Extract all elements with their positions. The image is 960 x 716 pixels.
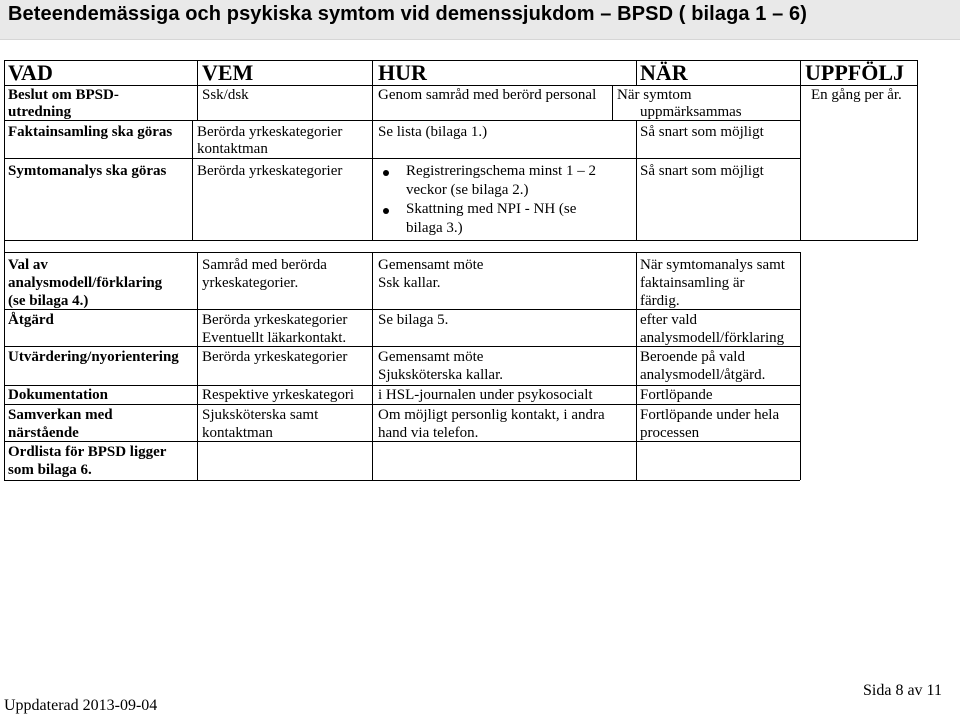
r7-hur: i HSL-journalen under psykosocialt (378, 387, 593, 403)
r4-hur-line1: Gemensamt möte (378, 257, 484, 273)
vline-col-uppfolj (800, 60, 801, 240)
r8-nar-line1: Fortlöpande under hela (640, 407, 780, 423)
r1-nar-line2: uppmärksammas (640, 104, 742, 120)
header-vem: VEM (202, 60, 254, 85)
rule-top (4, 60, 918, 61)
rule-row4 (4, 309, 800, 310)
vline-r1-nar (612, 85, 613, 120)
vline-h1-vem (197, 60, 198, 85)
r4-vad-line3: (se bilaga 4.) (8, 293, 89, 309)
rule-row6 (4, 385, 800, 386)
vline-left (4, 60, 5, 480)
r3-hur-bullet1-line2: veckor (se bilaga 2.) (406, 182, 529, 198)
r4-vad-line1: Val av (8, 257, 48, 273)
rule-row2 (4, 158, 800, 159)
document-title: Beteendemässiga och psykiska symtom vid demenssjukdom – BPSD ( bilaga 1 – 6) (8, 3, 808, 25)
vline-h1-hur (372, 60, 373, 85)
r6-hur-line1: Gemensamt möte (378, 349, 484, 365)
vline-r23-hur (372, 120, 373, 240)
header-hur: HUR (378, 60, 427, 85)
r8-hur-line1: Om möjligt personlig kontakt, i andra (378, 407, 605, 423)
vline-r1-vem (197, 85, 198, 120)
r5-nar-line2: analysmodell/förklaring (640, 330, 785, 346)
bullet-icon (383, 208, 389, 214)
r2-vem-line1: Berörda yrkeskategorier (197, 124, 343, 140)
r2-nar: Så snart som möjligt (640, 124, 764, 140)
r3-hur-bullet2-line1: Skattning med NPI - NH (se (406, 201, 577, 217)
r1-vad-line1: Beslut om BPSD- (8, 87, 119, 103)
r3-hur-bullet2-line2: bilaga 3.) (406, 220, 463, 236)
rule-bottom (4, 480, 800, 481)
r9-vad-line1: Ordlista för BPSD ligger (8, 444, 167, 460)
rule-header-bottom (4, 85, 918, 86)
footer-updated: Uppdaterad 2013-09-04 (4, 697, 158, 714)
r1-vem: Ssk/dsk (202, 87, 249, 103)
r1-nar-line1: När symtom (617, 87, 692, 103)
r5-hur: Se bilaga 5. (378, 312, 449, 328)
r6-vem: Berörda yrkeskategorier (202, 349, 348, 365)
r7-nar: Fortlöpande (640, 387, 713, 403)
footer-page-number: Sida 8 av 11 (863, 682, 942, 699)
r4-hur-line2: Ssk kallar. (378, 275, 441, 291)
r2-vem-line2: kontaktman (197, 141, 268, 157)
header-nar: NÄR (640, 60, 688, 85)
r2-hur: Se lista (bilaga 1.) (378, 124, 488, 140)
r8-nar-line2: processen (640, 425, 700, 441)
r6-nar-line2: analysmodell/åtgärd. (640, 367, 766, 383)
r6-vad: Utvärdering/nyorientering (8, 349, 179, 365)
r4-vem-line1: Samråd med berörda (202, 257, 327, 273)
rule-block2-top (4, 252, 800, 253)
r5-vem-line1: Berörda yrkeskategorier (202, 312, 348, 328)
r1-vad-line2: utredning (8, 104, 72, 120)
r4-nar-line2: faktainsamling är (640, 275, 745, 291)
vline-lower-nar (636, 252, 637, 480)
title-bar (0, 0, 960, 40)
r8-hur-line2: hand via telefon. (378, 425, 479, 441)
vline-lower-hur (372, 252, 373, 480)
r7-vad: Dokumentation (8, 387, 109, 403)
bullet-icon (383, 170, 389, 176)
r2-vad: Faktainsamling ska göras (8, 124, 173, 140)
header-uppfolj: UPPFÖLJ (805, 60, 904, 85)
r3-hur-bullet1-line1: Registreringschema minst 1 – 2 (406, 163, 596, 179)
r1-uppfolj: En gång per år. (811, 87, 902, 103)
r6-nar-line1: Beroende på vald (640, 349, 745, 365)
vline-col-uppfolj-lower (800, 252, 801, 480)
header-vad: VAD (8, 60, 53, 85)
r9-vad-line2: som bilaga 6. (8, 462, 92, 478)
vline-r23-vem (192, 120, 193, 240)
r3-nar: Så snart som möjligt (640, 163, 764, 179)
r8-vad-line1: Samverkan med (8, 407, 113, 423)
r4-vad-line2: analysmodell/förklaring (8, 275, 163, 291)
r6-hur-line2: Sjuksköterska kallar. (378, 367, 503, 383)
r3-vad: Symtomanalys ska göras (8, 163, 167, 179)
vline-right (917, 60, 918, 240)
r7-vem: Respektive yrkeskategori (202, 387, 355, 403)
r5-vad: Åtgärd (8, 312, 54, 328)
vline-h1-nar (636, 60, 637, 85)
r4-vem-line2: yrkeskategorier. (202, 275, 299, 291)
r5-nar-line1: efter vald (640, 312, 698, 328)
r4-nar-line1: När symtomanalys samt (640, 257, 785, 273)
vline-r23-nar (636, 120, 637, 240)
rule-block1-bottom (4, 240, 918, 241)
r3-vem: Berörda yrkeskategorier (197, 163, 343, 179)
r1-hur: Genom samråd med berörd personal (378, 87, 597, 103)
r4-nar-line3: färdig. (640, 293, 680, 309)
r8-vad-line2: närstående (8, 425, 79, 441)
r8-vem-line1: Sjuksköterska samt (202, 407, 319, 423)
vline-r1-hur (372, 85, 373, 120)
rule-row7 (4, 404, 800, 405)
r5-vem-line2: Eventuellt läkarkontakt. (202, 330, 347, 346)
vline-lower-vem (197, 252, 198, 480)
r8-vem-line2: kontaktman (202, 425, 273, 441)
